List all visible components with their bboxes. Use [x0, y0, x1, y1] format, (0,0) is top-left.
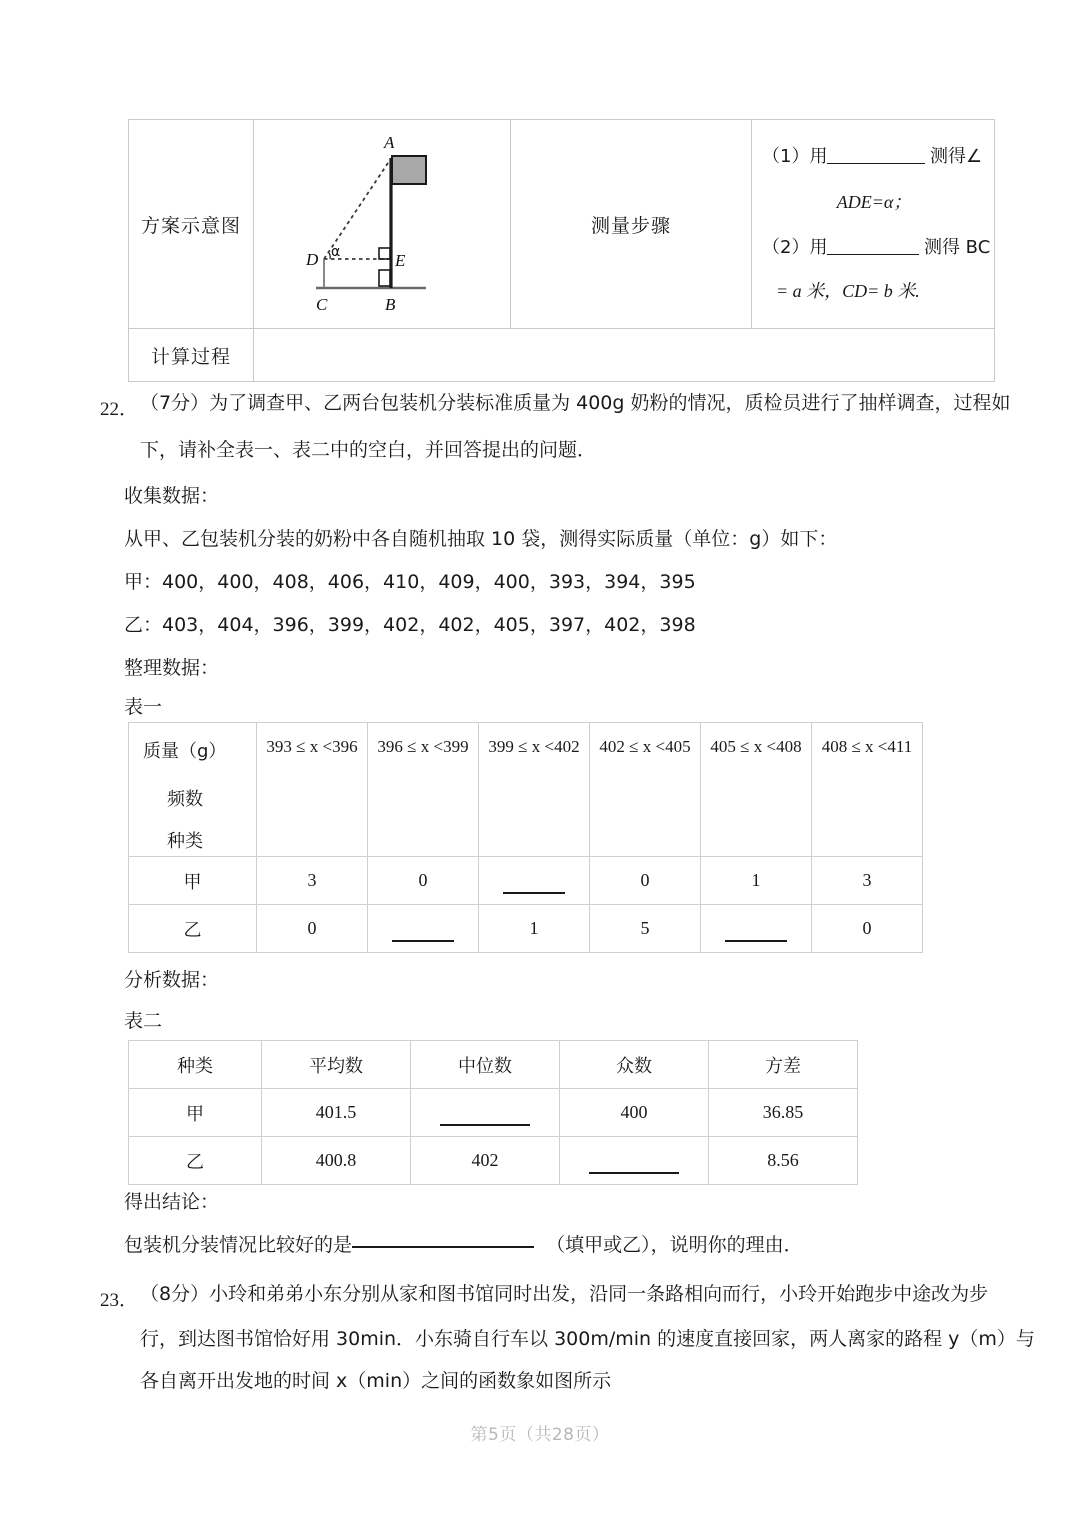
stats-header-4: 方差: [709, 1041, 858, 1089]
stats-row1-label: 乙: [129, 1137, 262, 1185]
freq-blank-1-4[interactable]: [725, 939, 787, 942]
freq-cell-0-5[interactable]: 3: [812, 857, 923, 905]
stats-cell-1-2[interactable]: [560, 1137, 709, 1185]
stats-blank-1-2[interactable]: [589, 1171, 679, 1174]
q23-line2: 行，到达图书馆恰好用 30min．小东骑自行车以 300m/min 的速度直接回家，两人离家的路程 y（m）与: [140, 1328, 1035, 1350]
stats-cell-0-3[interactable]: 36.85: [709, 1089, 858, 1137]
q23-line1: （8分）小玲和弟弟小东分别从家和图书馆同时出发，沿同一条路相向而行，小玲开始跑步中途改为步: [140, 1283, 989, 1305]
measurement-plan-table: [128, 119, 995, 382]
freq-cell-1-5[interactable]: 0: [812, 905, 923, 953]
freq-cell-1-4[interactable]: [701, 905, 812, 953]
plan-table-row-calculation: [129, 329, 995, 382]
freq-cell-1-2[interactable]: 1: [479, 905, 590, 953]
plan-diagram-label: 方案示意图: [140, 214, 241, 237]
plan-calc-answer-cell[interactable]: [254, 329, 995, 382]
table-row: [129, 1089, 858, 1137]
range-header-1: 396 ≤ x <399: [368, 723, 479, 857]
q22-sample-jia: 甲：400，400，408，406，410，409，400，393，394，395: [124, 571, 696, 593]
step2-prefix: （2）用: [762, 237, 828, 258]
q22-line2: 下，请补全表一、表二中的空白，并回答提出的问题．: [140, 439, 597, 461]
range-header-2: 399 ≤ x <402: [479, 723, 590, 857]
plan-steps-detail: [752, 141, 994, 307]
plan-steps-detail-cell: [752, 120, 995, 329]
plan-calc-label-cell: [129, 329, 254, 382]
freq-blank-1-1[interactable]: [392, 939, 454, 942]
freq-cell-1-1[interactable]: [368, 905, 479, 953]
freq-row1-label: 乙: [129, 905, 257, 953]
page-footer: 第5页（共28页）: [470, 1425, 610, 1445]
plan-diagram-cell: [254, 120, 511, 329]
q22-collect-line: 从甲、乙包装机分装的奶粉中各自随机抽取 10 袋，测得实际质量（单位：g）如下：: [124, 528, 838, 550]
stats-header-0: 种类: [129, 1041, 262, 1089]
svg-text:D: D: [306, 250, 319, 269]
range-header-0: 393 ≤ x <396: [257, 723, 368, 857]
svg-text:A: A: [384, 133, 395, 152]
conclude-suffix: （填甲或乙），说明你的理由．: [546, 1234, 803, 1256]
header-mass-label: 质量（g）: [143, 741, 227, 762]
table-row: [129, 1137, 858, 1185]
step1-formula: ADE=α；: [836, 192, 912, 213]
svg-text:C: C: [316, 295, 328, 314]
q22-line1: （7分）为了调查甲、乙两台包装机分装标准质量为 400g 奶粉的情况，质检员进行了抽样调查，过程如: [140, 392, 1011, 414]
svg-text:E: E: [395, 251, 406, 270]
stats-row0-label: 甲: [129, 1089, 262, 1137]
range-header-4: 405 ≤ x <408: [701, 723, 812, 857]
freq-cell-0-0[interactable]: 3: [257, 857, 368, 905]
stats-cell-1-0[interactable]: 400.8: [262, 1137, 411, 1185]
plan-table-row-diagram: [129, 120, 995, 329]
stats-cell-0-2[interactable]: 400: [560, 1089, 709, 1137]
step1-blank[interactable]: [827, 163, 925, 164]
stats-header-3: 众数: [560, 1041, 709, 1089]
q22-collect-heading: 收集数据：: [124, 485, 220, 507]
freq-cell-0-4[interactable]: 1: [701, 857, 812, 905]
freq-row0-label: 甲: [129, 857, 257, 905]
q22-analyze-heading: 分析数据：: [124, 969, 220, 991]
stats-cell-1-3[interactable]: 8.56: [709, 1137, 858, 1185]
stats-header-1: 平均数: [262, 1041, 411, 1089]
header-type-label: 种类: [167, 831, 203, 852]
step2-suffix: 测得 BC: [923, 237, 991, 258]
freq-cell-0-3[interactable]: 0: [590, 857, 701, 905]
header-frequency-label: 频数: [167, 789, 203, 810]
table-row: [129, 905, 923, 953]
frequency-table-header-row: [129, 723, 923, 857]
plan-steps-label-cell: [511, 120, 752, 329]
freq-blank-0-2[interactable]: [503, 891, 565, 894]
range-header-3: 402 ≤ x <405: [590, 723, 701, 857]
freq-cell-1-0[interactable]: 0: [257, 905, 368, 953]
conclude-blank[interactable]: [352, 1245, 534, 1248]
q23-line3: 各自离开出发地的时间 x（min）之间的函数象如图所示: [140, 1370, 612, 1392]
q22-number: 22．: [100, 399, 139, 420]
stats-cell-0-1[interactable]: [411, 1089, 560, 1137]
flagpole-elevation-diagram: [254, 120, 510, 323]
step1-suffix: 测得∠: [929, 146, 983, 168]
stats-blank-0-1[interactable]: [440, 1123, 530, 1126]
plan-diagram-label-cell: [129, 120, 254, 329]
step1-prefix: （1）用: [762, 146, 828, 168]
stats-cell-1-1[interactable]: 402: [411, 1137, 560, 1185]
statistics-table-header-row: [129, 1041, 858, 1089]
plan-calc-label: 计算过程: [150, 345, 231, 368]
table-row: [129, 857, 923, 905]
freq-cell-1-3[interactable]: 5: [590, 905, 701, 953]
freq-cell-0-1[interactable]: 0: [368, 857, 479, 905]
frequency-table-corner-header: [129, 723, 257, 857]
conclude-prefix: 包装机分装情况比较好的是: [124, 1234, 353, 1256]
plan-steps-label: 测量步骤: [590, 214, 671, 237]
table2-caption: 表二: [124, 1010, 163, 1032]
step2-formula: = a 米，CD= b 米.: [776, 280, 920, 301]
freq-cell-0-2[interactable]: [479, 857, 590, 905]
stats-header-2: 中位数: [411, 1041, 560, 1089]
step2-blank[interactable]: [827, 254, 919, 255]
q22-sample-yi: 乙：403，404，396，399，402，402，405，397，402，398: [124, 614, 696, 636]
stats-cell-0-0[interactable]: 401.5: [262, 1089, 411, 1137]
frequency-table: [128, 722, 923, 953]
table1-caption: 表一: [124, 696, 163, 718]
q22-conclude-heading: 得出结论：: [124, 1191, 220, 1213]
q22-organize-heading: 整理数据：: [124, 657, 220, 679]
statistics-table: [128, 1040, 858, 1185]
q23-number: 23．: [100, 1290, 139, 1311]
range-header-5: 408 ≤ x <411: [812, 723, 923, 857]
svg-text:α: α: [331, 244, 341, 260]
svg-text:B: B: [385, 295, 396, 314]
q22-conclude-line: [124, 1236, 803, 1255]
